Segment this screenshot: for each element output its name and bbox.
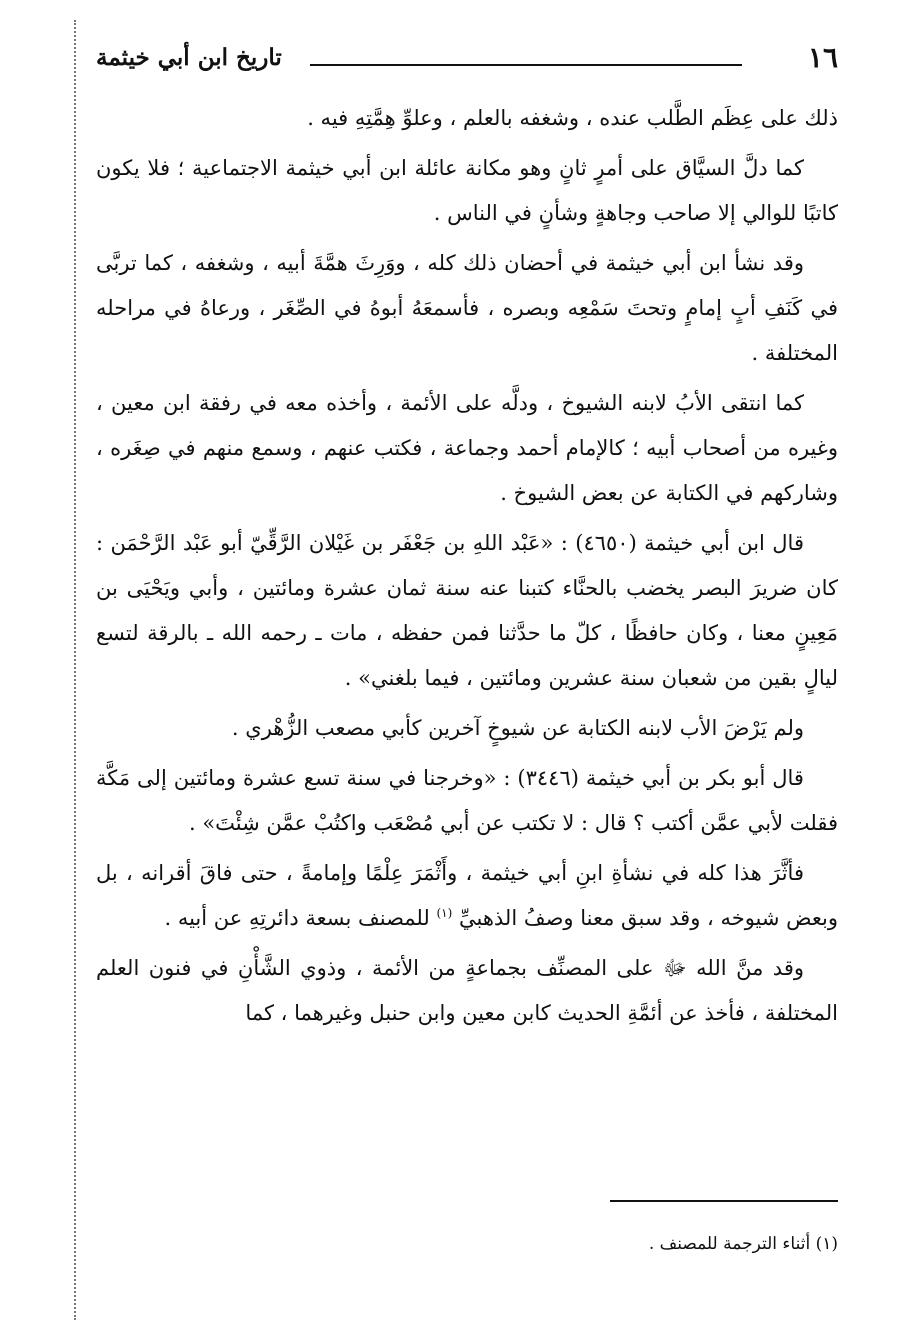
paragraph-text: فأثَّرَ هذا كله في نشأةِ ابنِ أبي خيثمة ، وأَثْمَرَ عِلْمًا وإمامةً ، حتى فاقَ أقرانه ، بل وبعض شيوخه ، وقد سبق معنا وصفُ الذهبيِّ (96, 861, 838, 930)
footnote-rule (610, 1200, 838, 1202)
paragraph: كما انتقى الأبُ لابنه الشيوخ ، ودلَّه على الأئمة ، وأخذه معه في رفقة ابن معين ، وغيره من أصحاب أبيه ؛ كالإمام أحمد وجماعة ، فكتب عنهم ، وسمع منهم في صِغَره ، وشاركهم في الكتابة عن بعض الشيوخ . (96, 391, 838, 505)
paragraph-text-continuation: للمصنف بسعة دائرتِهِ عن أبيه . (164, 906, 430, 930)
footnote-marker: (١) (436, 906, 453, 920)
paragraph: قال أبو بكر بن أبي خيثمة (٣٤٤٦) : «وخرجنا في سنة تسع عشرة ومائتين إلى مَكَّة فقلت لأبي عمَّن أكتب ؟ قال : لا تكتب عن أبي مُصْعَب واكتُبْ عمَّن شِئْتَ» . (96, 766, 838, 835)
binding-edge-dots (74, 20, 76, 1320)
running-title: تاريخ ابن أبي خيثمة (96, 44, 282, 71)
paragraph: ذلك على عِظَم الطَّلب عنده ، وشغفه بالعلم ، وعلوِّ هِمَّتِهِ فيه . (307, 106, 838, 130)
paragraph: ولم يَرْضَ الأب لابنه الكتابة عن شيوخٍ آخرين كأبي مصعب الزُّهْري . (231, 716, 804, 740)
page-header (96, 38, 838, 82)
paragraph: كما دلَّ السيَّاق على أمرٍ ثانٍ وهو مكانة عائلة ابن أبي خيثمة الاجتماعية ؛ فلا يكون كاتبًا للوالي إلا صاحب وجاهةٍ وشأنٍ في الناس . (96, 156, 838, 225)
paragraph-with-footnote (96, 851, 838, 941)
page-number: ١٦ (807, 41, 838, 74)
paragraph: وقد نشأ ابن أبي خيثمة في أحضان ذلك كله ، ووَرِثَ همَّةَ أبيه ، وشغفه ، كما تربَّى في كَنَفِ أبٍ إمامٍ وتحتَ سَمْعِه وبصره ، فأسمعَهُ أبوهُ في الصِّغَر ، ورعاهُ في مراحله المختلفة . (96, 251, 838, 365)
footnote: (١) أثناء الترجمة للمصنف . (648, 1234, 838, 1254)
header-rule (310, 64, 742, 66)
paragraph: قال ابن أبي خيثمة (٤٦٥٠) : «عَبْد اللهِ بن جَعْفَر بن غَيْلان الرَّقِّيّ أبو عَبْد الرَّحْمَن : كان ضريرَ البصر يخضب بالحنَّاء كتبنا عنه سنة ثمان عشرة ومائتين ، وأبي ويَحْيَى بن مَعِينٍ معنا ، وكان حافظًا ، كلّ ما حدَّثنا فمن حفظه ، مات ـ رحمه الله ـ بالرقة لتسع ليالٍ بقين من شعبان سنة عشرين ومائتين ، فيما بلغني» . (96, 531, 838, 690)
main-text (96, 96, 838, 1041)
paragraph: وقد منَّ الله ﷻ على المصنِّف بجماعةٍ من الأئمة ، وذوي الشَّأْنِ في فنون العلم المختلفة ، فأخذ عن أئمَّةِ الحديث كابن معين وابن حنبل وغيرهما ، كما (96, 956, 838, 1025)
